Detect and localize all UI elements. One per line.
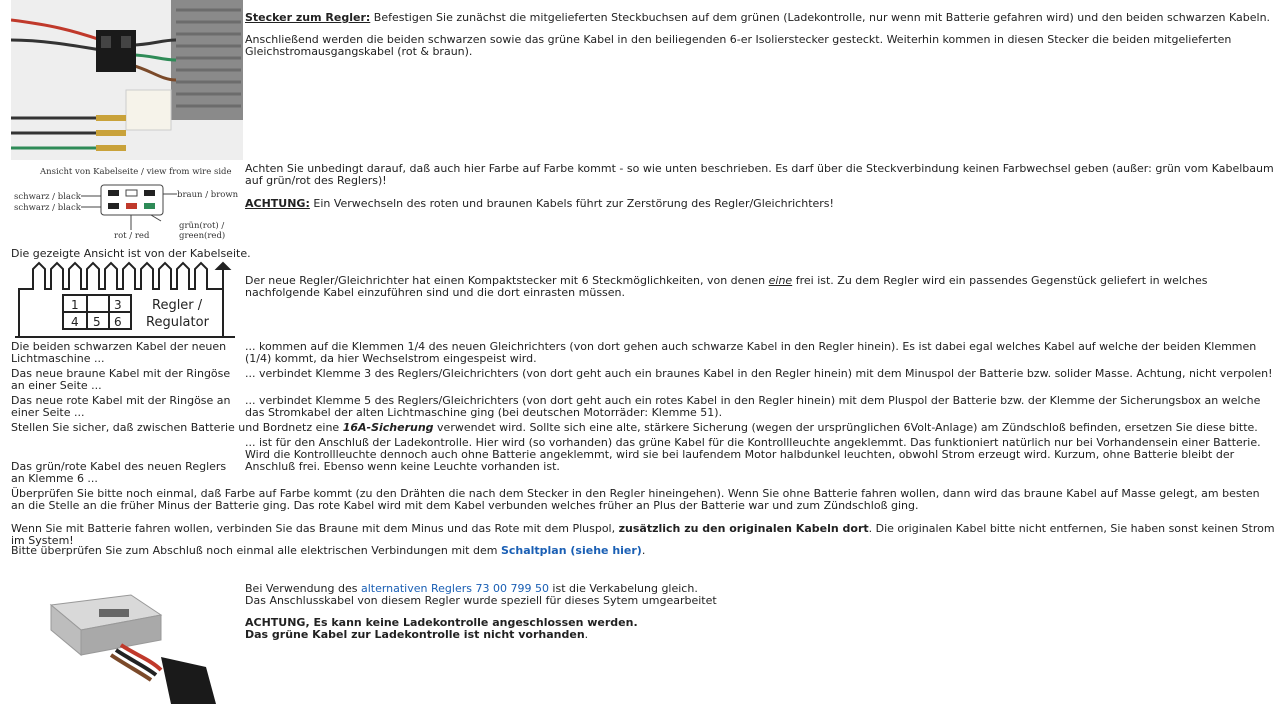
label-green-1: grün(rot) / (179, 221, 225, 231)
terminal-6: 6 (114, 315, 122, 329)
battery-pre: Wenn Sie mit Batterie fahren wollen, verbinden Sie das Braune mit dem Minus und das Rote mit dem Pluspol, (11, 522, 619, 535)
fuse-post: verwendet wird. Sollte sich eine alte, stärkere Sicherung (wegen der ursprünglichen 6Volt-Anlage) am Zündschloß befinden, ersetzen Sie diese bitte. (433, 421, 1258, 434)
alt-cable-note: Das Anschlusskabel von diesem Regler wurde speziell für dieses Sytem umgearbeitet (245, 594, 717, 607)
connector-text-2: Anschließend werden die beiden schwarzen sowie das grüne Kabel in den beiliegenden 6-er Isolierstecker gesteckt. Weiterhin kommen in diesen Stecker die beiden mitgelieferten Gleichstromausgangskabel (rot & braun). (245, 33, 1232, 58)
compact-plug-post: frei ist. Zu dem Regler wird ein passendes Gegenstück geliefert in welches nachfolgende Kabel einzuführen sind und die dort einrasten müssen. (245, 274, 1208, 299)
alternative-regulator-link[interactable]: alternativen Reglers 73 00 799 50 (360, 582, 549, 595)
alternative-regulator-photo (11, 575, 243, 704)
view-caption: Die gezeigte Ansicht ist von der Kabelseite. (11, 247, 251, 260)
terminal-5: 5 (93, 315, 101, 329)
schematic-link[interactable]: Schaltplan (siehe hier) (500, 544, 642, 557)
row-red-right: ... verbindet Klemme 5 des Reglers/Gleichrichters (von dort geht auch ein rotes Kabel in den Regler hinein) mit dem Pluspol der Batterie bzw. der Klemme der Sicherungsbox an welche das Stromkabel der alten Lichtmaschine ging (bei deutschen Motorräder: Klemme 51). (245, 394, 1261, 419)
row-black-left: Die beiden schwarzen Kabel der neuen Lichtmaschine ... (11, 340, 227, 365)
alt-warning-1: ACHTUNG, Es kann keine Ladekontrolle angeschlossen werden. (245, 616, 638, 629)
fuse-text (11, 422, 1276, 434)
regulator-photo (11, 0, 243, 160)
alternative-regulator-block (245, 583, 1275, 641)
fuse-pre: Stellen Sie sicher, daß zwischen Batterie und Bordnetz eine (11, 421, 343, 434)
alt-warning-2-end: . (584, 628, 589, 641)
warning-text: Ein Verwechseln des roten und braunen Kabels führt zur Zerstörung des Regler/Gleichrichters! (309, 197, 834, 210)
label-brown: braun / brown (177, 190, 239, 200)
compact-plug-pre: Der neue Regler/Gleichrichter hat einen Kompaktstecker mit 6 Steckmöglichkeiten, von denen (245, 274, 769, 287)
battery-post: . Die originalen Kabel bitte nicht entfernen, Sie haben sonst keinen Strom im System! (11, 522, 1275, 547)
row-green-right: ... ist für den Anschluß der Ladekontrolle. Hier wird (so vorhanden) das grüne Kabel für die Kontrollleuchte angeklemmt. Das funktioniert natürlich nur bei Vorhandensein einer Batterie. Wird die Kontrollleuchte dennoch auch ohne Batterie angeklemmt, wird sie bei laufendem Motor halbdunkel leuchten, obwohl Strom erzeugt wird. Kurzum, ohne Batterie bleibt der Anschluß frei. Ebenso wenn keine Leuchte vorhanden ist. (245, 436, 1261, 473)
check-text: Überprüfen Sie bitte noch einmal, daß Farbe auf Farbe kommt (zu den Drähten die nach dem Stecker in den Regler hineingehen). Wenn Sie ohne Batterie fahren wollen, dann wird das braune Kabel auf Masse gelegt, am besten an die Stelle an die früher Minus der Batterie ging. Das rote Kabel wird mit dem Kabel verbunden welches früher an Plus der Batterie war und zum Zündschloß ging. (11, 487, 1260, 512)
row-brown-left: Das neue braune Kabel mit der Ringöse an einer Seite ... (11, 367, 231, 392)
final-check-text (11, 545, 1276, 557)
regulator-terminal-diagram (11, 259, 243, 339)
compact-plug-em: eine (768, 274, 793, 287)
label-black-1: schwarz / black (14, 192, 81, 202)
connector-heading: Stecker zum Regler: (245, 11, 371, 24)
fuse-em: 16A-Sicherung (342, 421, 434, 434)
warning-label: ACHTUNG: (245, 197, 310, 210)
connector-text-1: Befestigen Sie zunächst die mitgelieferten Steckbuchsen auf dem grünen (Ladekontrolle, nur wenn mit Batterie gefahren wird) und den beiden schwarzen Kabeln. (370, 11, 1271, 24)
alt-warning-2: Das grüne Kabel zur Ladekontrolle ist nicht vorhanden (245, 628, 585, 641)
alt-pre: Bei Verwendung des (245, 582, 361, 595)
color-warning-block (245, 163, 1280, 210)
connector-instructions (245, 12, 1275, 58)
label-green-2: green(red) (179, 231, 226, 241)
compact-plug-text (245, 275, 1275, 299)
battery-bold: zusätzlich zu den originalen Kabeln dort (618, 522, 869, 535)
terminal-3: 3 (114, 298, 122, 312)
row-green-left: Das grün/rote Kabel des neuen Reglers an Klemme 6 ... (11, 460, 227, 485)
regulator-label-2: Regulator (146, 315, 209, 330)
row-black-right: ... kommen auf die Klemmen 1/4 des neuen Gleichrichters (von dort gehen auch schwarze Kabel in den Regler hinein). Es ist dabei egal welches Kabel auf welche der beiden Klemmen (1/4) kommt, da hier Wechselstrom eingespeist wird. (245, 340, 1257, 365)
row-red-left: Das neue rote Kabel mit der Ringöse an einer Seite ... (11, 394, 231, 419)
diagram-title: Ansicht von Kabelseite / view from wire side (40, 167, 232, 177)
label-red: rot / red (114, 231, 150, 241)
terminal-1: 1 (71, 298, 79, 312)
terminal-4: 4 (71, 315, 79, 329)
final-post: . (641, 544, 646, 557)
alt-post: ist die Verkabelung gleich. (548, 582, 698, 595)
connector-pin-diagram (11, 163, 243, 246)
color-match-text: Achten Sie unbedingt darauf, daß auch hier Farbe auf Farbe kommt - so wie unten beschrieben. Es darf über die Steckverbindung keinen Farbwechsel geben (außer: grün vom Kabelbaum auf grün/rot des Reglers)! (245, 162, 1274, 187)
row-brown-right: ... verbindet Klemme 3 des Reglers/Gleichrichters (von dort geht auch ein braunes Kabel in den Regler hinein) mit dem Minuspol der Batterie bzw. solider Masse. Achtung, nicht verpolen! (245, 367, 1273, 380)
label-black-2: schwarz / black (14, 203, 81, 213)
final-pre: Bitte überprüfen Sie zum Abschluß noch einmal alle elektrischen Verbindungen mit dem (11, 544, 501, 557)
regulator-label-1: Regler / (152, 298, 203, 313)
